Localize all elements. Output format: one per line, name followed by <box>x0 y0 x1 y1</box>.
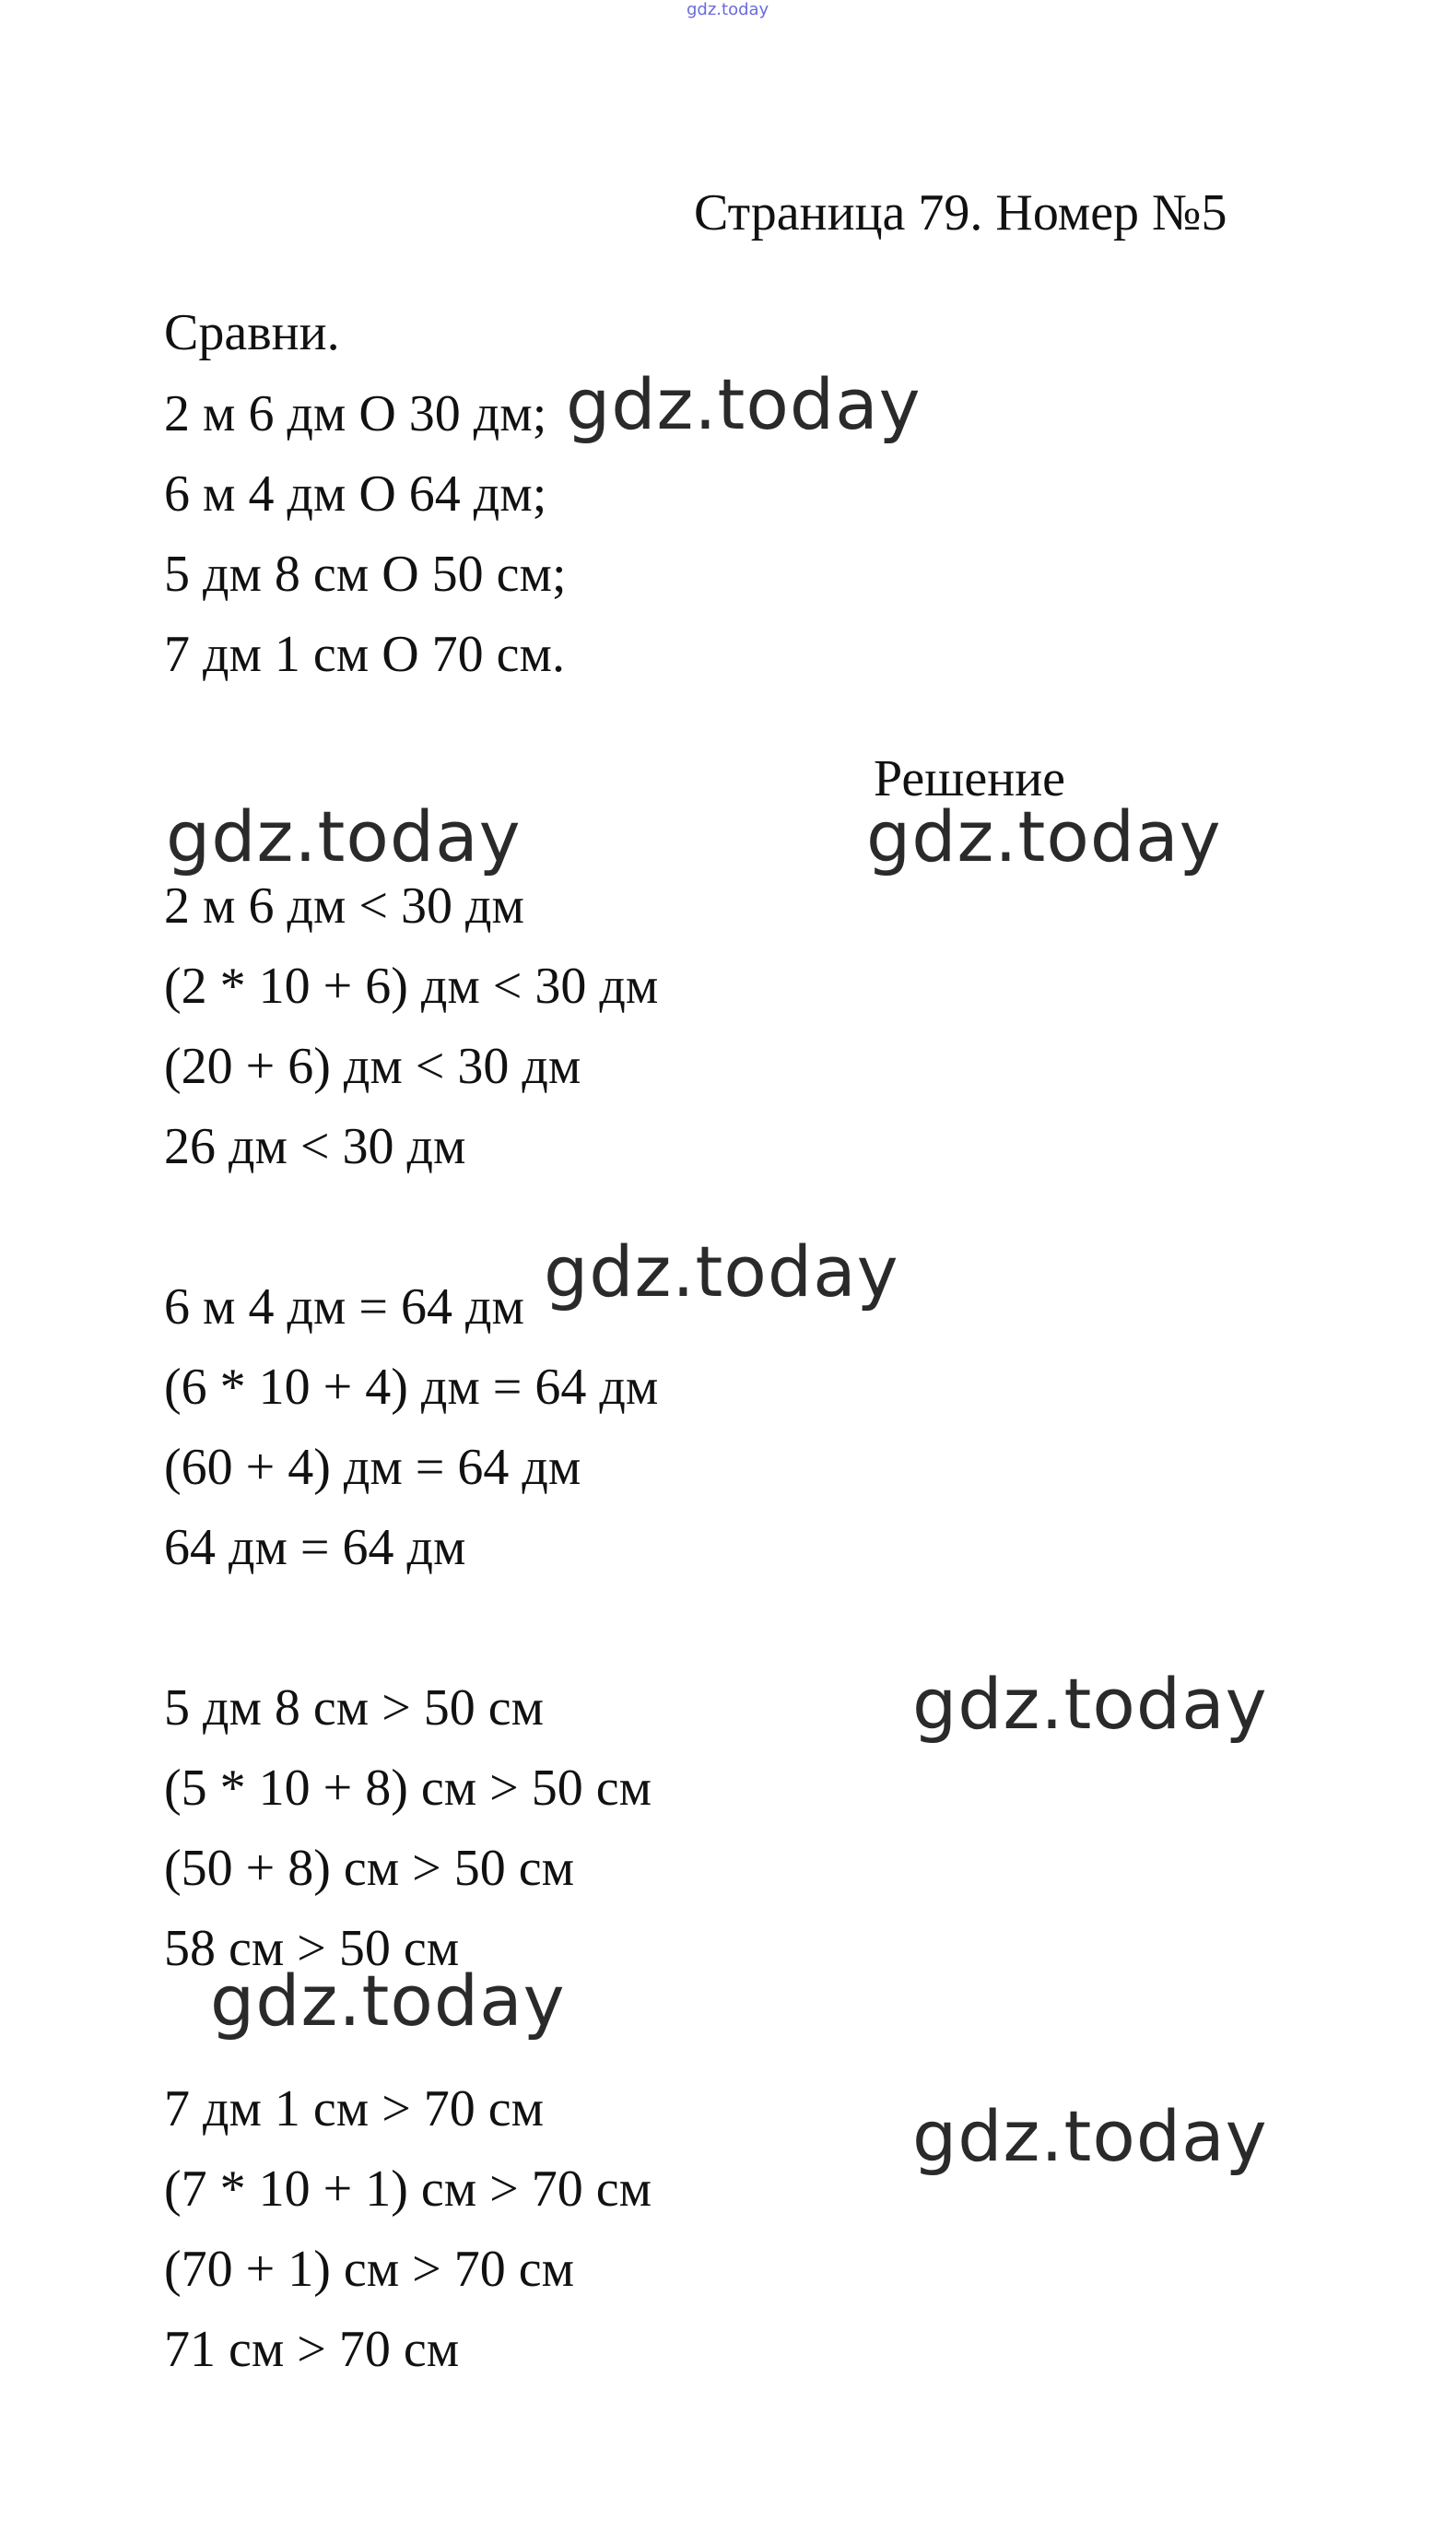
task-item: 5 дм 8 см O 50 см; <box>164 546 567 603</box>
solution-line: 71 см > 70 см <box>164 2321 460 2378</box>
solution-line: (2 * 10 + 6) дм < 30 дм <box>164 958 659 1015</box>
solution-line: (60 + 4) дм = 64 дм <box>164 1439 581 1496</box>
solution-line: (7 * 10 + 1) см > 70 см <box>164 2160 652 2218</box>
task-item: 6 м 4 дм O 64 дм; <box>164 465 547 523</box>
watermark: gdz.today <box>566 363 922 445</box>
watermark-top: gdz.today <box>687 0 769 19</box>
solution-line: 7 дм 1 см > 70 см <box>164 2080 545 2137</box>
solution-line: (5 * 10 + 8) см > 50 см <box>164 1760 652 1817</box>
solution-line: (6 * 10 + 4) дм = 64 дм <box>164 1359 659 1416</box>
solution-line: 58 см > 50 см <box>164 1920 460 1977</box>
task-item: 2 м 6 дм O 30 дм; <box>164 385 547 442</box>
watermark: gdz.today <box>912 1663 1268 1745</box>
solution-line: 26 дм < 30 дм <box>164 1118 466 1175</box>
watermark: gdz.today <box>210 1960 566 2042</box>
watermark: gdz.today <box>544 1230 899 1313</box>
solution-line: 2 м 6 дм < 30 дм <box>164 877 524 935</box>
task-item: 7 дм 1 см O 70 см. <box>164 626 565 683</box>
solution-line: 6 м 4 дм = 64 дм <box>164 1278 524 1336</box>
watermark: gdz.today <box>866 795 1222 877</box>
page-title: Страница 79. Номер №5 <box>694 184 1227 241</box>
solution-line: (50 + 8) см > 50 см <box>164 1840 575 1897</box>
watermark: gdz.today <box>166 795 522 877</box>
solution-heading: Решение <box>874 750 1066 807</box>
watermark: gdz.today <box>912 2095 1268 2177</box>
solution-line: 64 дм = 64 дм <box>164 1519 466 1576</box>
solution-line: (20 + 6) дм < 30 дм <box>164 1038 581 1095</box>
solution-line: (70 + 1) см > 70 см <box>164 2241 575 2298</box>
task-prompt: Сравни. <box>164 304 340 361</box>
solution-line: 5 дм 8 см > 50 см <box>164 1679 545 1737</box>
